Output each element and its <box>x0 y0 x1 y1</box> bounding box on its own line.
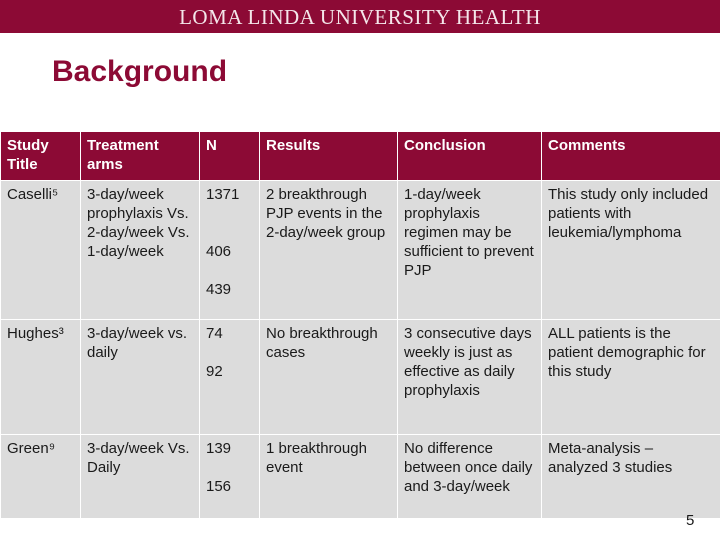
cell-n <box>200 435 260 519</box>
cell-study: Green⁹ <box>1 435 81 519</box>
table-row <box>1 181 720 320</box>
n-value: 92 <box>206 363 223 380</box>
cell-comments: This study only included patients with leukemia/lymphoma <box>542 181 720 320</box>
cell-conclusion: 1-day/week prophylaxis regimen may be sufficient to prevent PJP <box>398 181 542 320</box>
cell-study: Hughes³ <box>1 320 81 435</box>
cell-treatment: 3-day/week Vs. Daily <box>81 435 200 519</box>
slide-title: Background <box>52 55 228 88</box>
cell-comments: Meta-analysis – analyzed 3 studies <box>542 435 720 519</box>
cell-results: No breakthrough cases <box>260 320 398 435</box>
col-header-treatment-arms: Treatment arms <box>81 132 200 181</box>
page-number: 5 <box>686 512 695 529</box>
table-header-row <box>1 132 720 181</box>
table-row <box>1 320 720 435</box>
cell-n <box>200 181 260 320</box>
col-header-n: N <box>200 132 260 181</box>
cell-conclusion: No difference between once daily and 3-day/week <box>398 435 542 519</box>
n-value: 1371 <box>206 186 240 203</box>
header-bar <box>0 0 720 33</box>
cell-conclusion: 3 consecutive days weekly is just as effective as daily prophylaxis <box>398 320 542 435</box>
col-header-comments: Comments <box>542 132 720 181</box>
cell-treatment: 3-day/week vs. daily <box>81 320 200 435</box>
background-table <box>0 131 720 519</box>
brand-name: LOMA LINDA UNIVERSITY HEALTH <box>179 5 541 29</box>
table-row <box>1 435 720 519</box>
cell-results: 2 breakthrough PJP events in the 2-day/week group <box>260 181 398 320</box>
n-value: 439 <box>206 281 232 298</box>
cell-treatment: 3-day/week prophylaxis Vs. 2-day/week Vs. 1-day/week <box>81 181 200 320</box>
cell-comments: ALL patients is the patient demographic for this study <box>542 320 720 435</box>
col-header-conclusion: Conclusion <box>398 132 542 181</box>
cell-results: 1 breakthrough event <box>260 435 398 519</box>
col-header-study-title: Study Title <box>1 132 81 181</box>
n-value: 406 <box>206 243 232 260</box>
col-header-results: Results <box>260 132 398 181</box>
n-value: 74 <box>206 325 223 342</box>
n-value: 156 <box>206 478 232 495</box>
n-value: 139 <box>206 440 232 457</box>
cell-study: Caselli⁵ <box>1 181 81 320</box>
cell-n <box>200 320 260 435</box>
